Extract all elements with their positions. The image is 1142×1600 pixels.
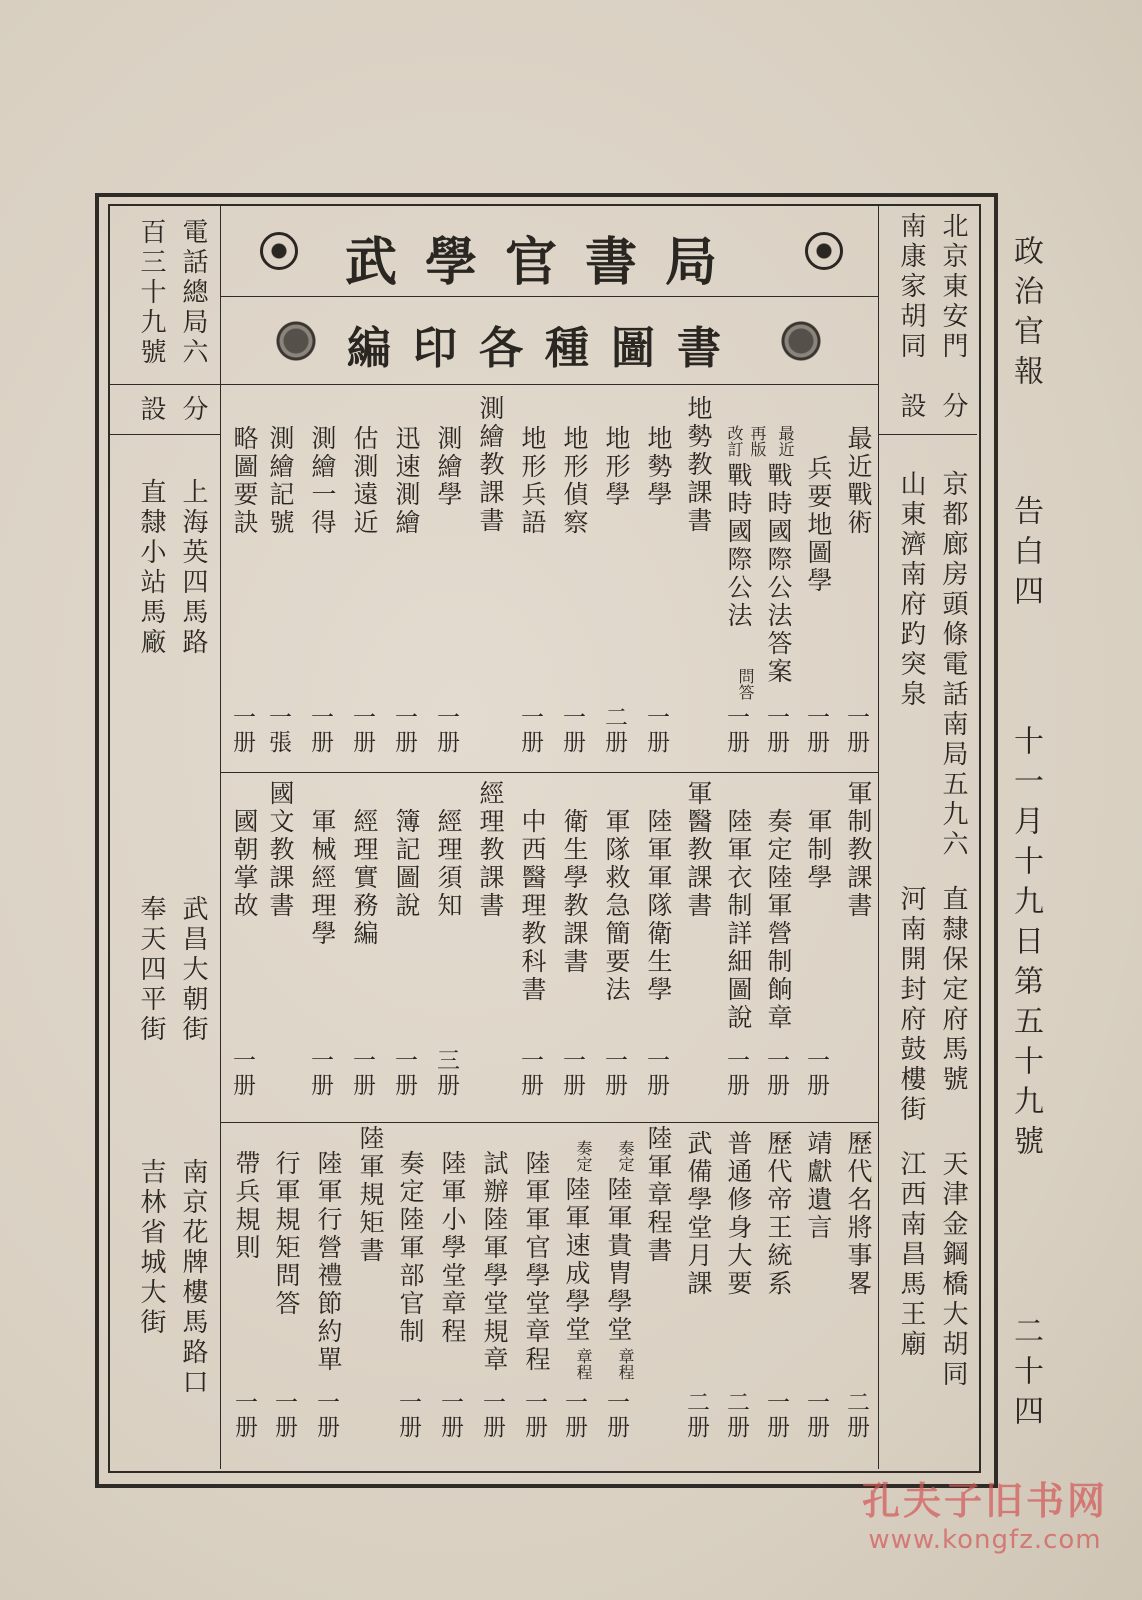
book-quantity: 一册	[559, 705, 585, 755]
bullet-icon	[805, 232, 843, 270]
subtitle-divider	[220, 384, 878, 385]
book-quantity: 一册	[313, 1390, 339, 1440]
book-quantity: 一册	[231, 1390, 257, 1440]
book-title: 歷代帝王統系	[764, 1130, 793, 1298]
book-title: 國朝掌故	[230, 808, 259, 920]
book-quantity: 一册	[517, 1048, 543, 1098]
book-title: 簿記圖說	[392, 808, 421, 920]
book-quantity: 一册	[723, 705, 749, 755]
book-quantity: 一册	[307, 1048, 333, 1098]
book-quantity: 一册	[561, 1390, 587, 1440]
watermark	[850, 1470, 1120, 1590]
book-title: 地形學	[602, 425, 631, 509]
page-number: 二十四	[1008, 1315, 1043, 1435]
book-title: 地形偵察	[560, 425, 589, 537]
book-quantity: 二册	[601, 705, 627, 755]
book-quantity: 一册	[395, 1390, 421, 1440]
book-quantity: 一册	[603, 1390, 629, 1440]
book-edition-note: 再版改訂	[725, 425, 767, 457]
book-quantity: 一册	[437, 1390, 463, 1440]
book-quantity: 一册	[391, 705, 417, 755]
book-title: 軍制學	[804, 808, 833, 892]
book-quantity: 一册	[479, 1390, 505, 1440]
book-title: 奏定陸軍營制餉章	[764, 808, 793, 1032]
book-title: 迅速測繪	[392, 425, 421, 537]
left-panel-divider	[220, 204, 221, 1469]
book-title: 測繪學	[434, 425, 463, 509]
book-quantity: 二册	[843, 1390, 869, 1440]
branch-address: 直隸保定府馬號	[938, 885, 968, 1095]
section-divider-2	[220, 1122, 878, 1123]
book-quantity: 一册	[723, 1048, 749, 1098]
bullet-icon	[260, 232, 298, 270]
book-quantity: 一册	[559, 1048, 585, 1098]
branch-address: 武昌大朝街	[178, 895, 208, 1045]
book-title: 陸軍軍隊衛生學	[644, 808, 673, 1004]
right-head-she: 設	[896, 392, 926, 422]
book-title: 軍隊救急簡要法	[602, 808, 631, 1004]
book-title: 經理須知	[434, 808, 463, 920]
book-edition-note: 章程	[616, 1348, 635, 1380]
book-title: 靖獻遺言	[804, 1130, 833, 1242]
book-title: 陸軍軍官學堂章程	[522, 1150, 551, 1374]
book-title: 陸軍小學堂章程	[438, 1150, 467, 1346]
book-title: 經理實務編	[350, 808, 379, 948]
book-title: 陸軍貴胄學堂	[604, 1176, 633, 1344]
book-title: 測繪一得	[308, 425, 337, 537]
right-head-line1: 北京東安門	[938, 212, 968, 362]
book-title: 試辦陸軍學堂規章	[480, 1150, 509, 1374]
left-head-line2: 百三十九號	[136, 218, 166, 368]
book-edition-note: 奏定	[616, 1140, 635, 1172]
book-edition-note: 奏定	[574, 1140, 593, 1172]
book-title: 陸軍速成學堂	[562, 1176, 591, 1344]
book-quantity: 一册	[803, 1390, 829, 1440]
book-title: 軍械經理學	[308, 808, 337, 948]
book-title: 地勢學	[644, 425, 673, 509]
left-head-divider-2	[108, 434, 220, 435]
book-title: 陸軍衣制詳細圖說	[724, 808, 753, 1032]
book-quantity: 一册	[271, 1390, 297, 1440]
book-quantity: 一册	[763, 1390, 789, 1440]
right-head-line2: 南康家胡同	[896, 212, 926, 362]
book-category: 陸軍章程書	[644, 1125, 673, 1265]
subtitle: 編印各種圖書	[347, 323, 743, 374]
book-title: 中西醫理教科書	[518, 808, 547, 1004]
book-edition-note: 最近	[776, 425, 795, 457]
book-title: 陸軍行營禮節約單	[314, 1150, 343, 1374]
right-head-fen: 分	[938, 392, 968, 422]
book-title: 普通修身大要	[724, 1130, 753, 1298]
issue-date: 十一月十九日第五十九號	[1008, 725, 1043, 1165]
book-quantity: 一册	[763, 705, 789, 755]
book-category: 軍醫教課書	[684, 780, 713, 920]
book-title: 帶兵規則	[232, 1150, 261, 1262]
subtitle-block	[240, 300, 860, 380]
branch-address: 吉林省城大街	[136, 1158, 166, 1338]
left-head-fen: 分	[178, 395, 208, 425]
branch-address: 奉天四平街	[136, 895, 166, 1045]
book-title: 戰時國際公法	[724, 462, 753, 630]
left-head-divider-1	[108, 384, 220, 385]
book-title: 測繪記號	[266, 425, 295, 537]
book-category: 國文教課書	[266, 780, 295, 920]
book-category: 測繪教課書	[476, 395, 505, 535]
publication-title: 政治官報	[1008, 235, 1043, 395]
section-divider-1	[220, 772, 878, 773]
book-quantity: 二册	[683, 1390, 709, 1440]
book-quantity: 一册	[643, 705, 669, 755]
book-quantity: 二册	[723, 1390, 749, 1440]
branch-address: 南京花牌樓馬路口	[178, 1158, 208, 1398]
store-title-block	[240, 210, 860, 293]
book-quantity: 一册	[517, 705, 543, 755]
book-quantity: 一册	[433, 705, 459, 755]
book-title: 最近戰術	[844, 425, 873, 537]
book-quantity: 一册	[229, 705, 255, 755]
branch-address: 上海英四馬路	[178, 478, 208, 658]
book-quantity: 一册	[391, 1048, 417, 1098]
book-title: 奏定陸軍部官制	[396, 1150, 425, 1346]
branch-address: 直隸小站馬廠	[136, 478, 166, 658]
book-title: 估測遠近	[350, 425, 379, 537]
book-quantity: 一册	[349, 1048, 375, 1098]
branch-address: 江西南昌馬王廟	[896, 1150, 926, 1360]
book-category: 軍制教課書	[844, 780, 873, 920]
branch-address: 河南開封府鼓樓街	[896, 885, 926, 1125]
book-quantity: 一册	[643, 1048, 669, 1098]
book-quantity: 一册	[763, 1048, 789, 1098]
branch-address: 京都廊房頭條電話南局五九六	[938, 470, 968, 860]
book-category: 地勢教課書	[684, 395, 713, 535]
book-title: 戰時國際公法答案	[764, 462, 793, 686]
store-name: 武學官書局	[344, 232, 745, 293]
book-edition-note: 章程	[574, 1348, 593, 1380]
book-quantity: 三册	[433, 1048, 459, 1098]
book-quantity: 一册	[521, 1390, 547, 1440]
seal-icon	[780, 320, 822, 362]
right-panel-divider	[878, 204, 879, 1469]
watermark-url: www.kongfz.com	[868, 1525, 1102, 1555]
book-title: 略圖要訣	[230, 425, 259, 537]
book-title: 武備學堂月課	[684, 1130, 713, 1298]
book-quantity: 一册	[349, 705, 375, 755]
book-title: 地形兵語	[518, 425, 547, 537]
book-category: 經理教課書	[476, 780, 505, 920]
book-quantity: 一册	[229, 1048, 255, 1098]
book-quantity: 一册	[843, 705, 869, 755]
left-head-line1: 電話總局六	[178, 218, 208, 368]
title-divider	[220, 296, 878, 297]
book-quantity: 一張	[265, 705, 291, 755]
book-title: 行軍規矩問答	[272, 1150, 301, 1318]
book-edition-note: 問答	[736, 668, 755, 700]
watermark-name: 孔夫子旧书网	[861, 1479, 1108, 1523]
book-quantity: 一册	[803, 705, 829, 755]
book-category: 陸軍規矩書	[356, 1125, 385, 1265]
book-title: 衛生學教課書	[560, 808, 589, 976]
branch-address: 山東濟南府趵突泉	[896, 470, 926, 710]
section-label: 告白四	[1008, 495, 1043, 615]
branch-address: 天津金鋼橋大胡同	[938, 1150, 968, 1390]
book-quantity: 一册	[307, 705, 333, 755]
left-head-she: 設	[136, 395, 166, 425]
book-title: 歷代名將事畧	[844, 1130, 873, 1298]
book-title: 兵要地圖學	[804, 455, 833, 595]
book-quantity: 一册	[601, 1048, 627, 1098]
right-head-divider	[878, 434, 977, 435]
book-quantity: 一册	[803, 1048, 829, 1098]
seal-icon	[275, 320, 317, 362]
